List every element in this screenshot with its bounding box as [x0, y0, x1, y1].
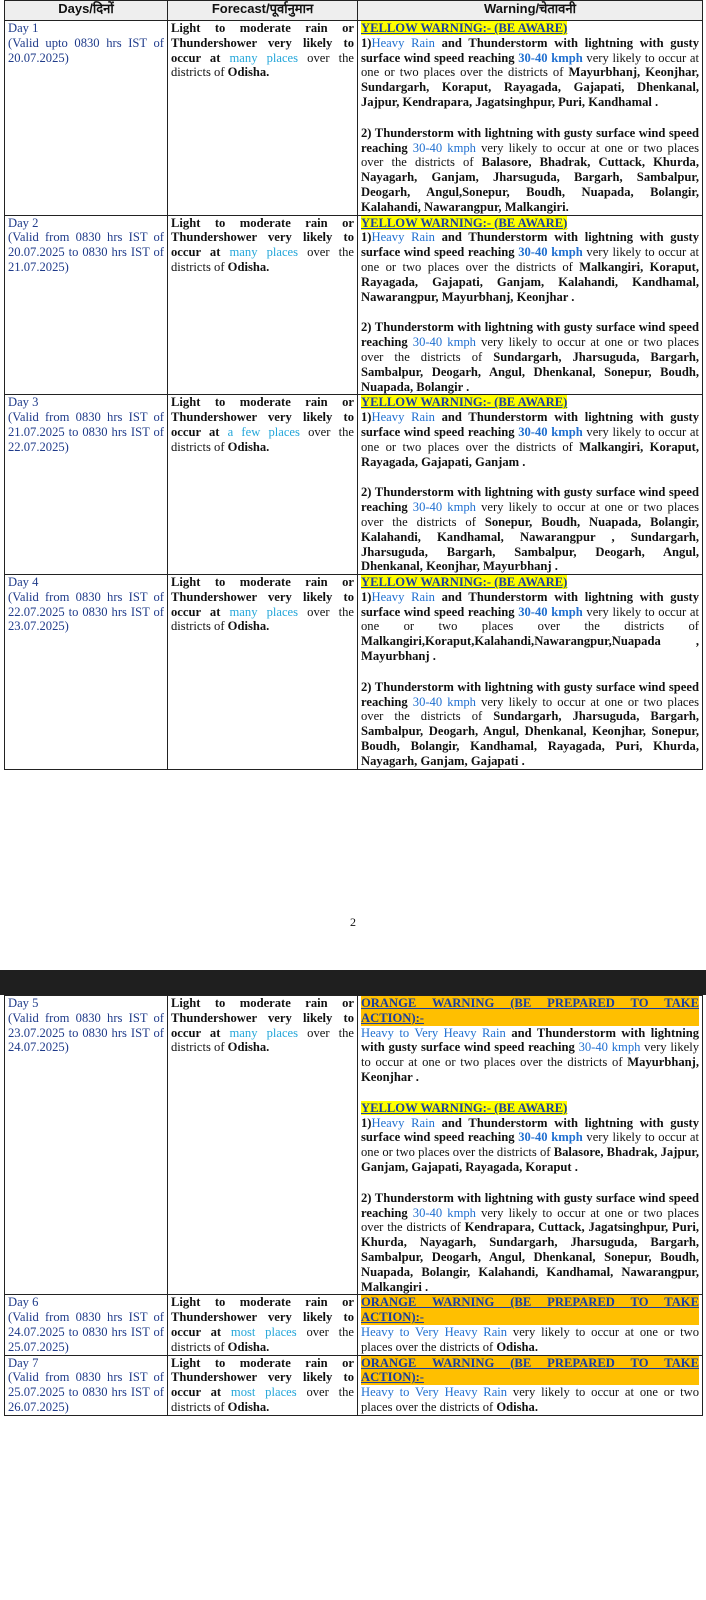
- day-label: Day 4: [8, 575, 39, 590]
- warning-text: and Thunderstorm with lightning with gusty surface wind speed reaching: [361, 35, 699, 65]
- page-number: 2: [350, 915, 356, 929]
- page-separator: [0, 970, 706, 995]
- warning-cell: [358, 1295, 703, 1355]
- day-cell: [5, 575, 168, 770]
- districts-list: Sundargarh, Jharsuguda, Bargarh, Sambalpur, Deogarh, Angul, Dhenkanal, Keonjhar, Sonepur, Boudh, Bolangir, Kandhamal, Rayagada, Puri, Khurda, Nayagarh, Ganjam, Gajapati .: [361, 709, 699, 768]
- forecast-state: Odisha.: [227, 619, 270, 634]
- day-label: Day 3: [8, 395, 39, 410]
- wind-speed: 30-40 kmph: [518, 50, 583, 65]
- heavy-rain-text: Heavy Rain: [371, 410, 435, 425]
- orange-warning-block: [361, 996, 699, 1085]
- day-label: Day 2: [8, 215, 39, 230]
- wind-speed: 30-40 kmph: [412, 694, 476, 709]
- day-cell: [5, 21, 168, 216]
- forecast-text-post: over the districts of: [171, 1025, 355, 1055]
- heavy-rain-text: Heavy Rain: [371, 589, 435, 604]
- header-days: Days/दिनों: [5, 1, 168, 21]
- forecast-text: Light to moderate rain or Thundershower very likely to occur at: [171, 21, 354, 65]
- validity-text: (Valid from 0830 hrs IST of 22.07.2025 to 0830 hrs IST of 23.07.2025): [8, 589, 164, 634]
- warning-text-post: very likely to occur at one or two places over the districts of: [361, 604, 700, 634]
- forecast-coverage: most places: [230, 1324, 297, 1339]
- wind-speed: 30-40 kmph: [412, 140, 476, 155]
- forecast-text-post: over the districts of: [171, 1324, 354, 1354]
- warning-text-post: very likely to occur at one or two places over the districts of: [361, 424, 700, 454]
- districts-list: Malkangiri, Koraput, Rayagada, Gajapati, Ganjam .: [361, 439, 700, 469]
- day-row: [5, 996, 703, 1295]
- validity-text: (Valid from 0830 hrs IST of 24.07.2025 to 0830 hrs IST of 25.07.2025): [8, 1310, 164, 1354]
- validity-text: (Valid upto 0830 hrs IST of 20.07.2025): [8, 35, 164, 65]
- heavy-rain-text: Heavy Rain: [371, 230, 435, 245]
- day-label: Day 7: [8, 1355, 39, 1370]
- orange-districts: Odisha.: [496, 1399, 538, 1414]
- districts-list: Malkangiri, Koraput, Rayagada, Gajapati, Ganjam, Kalahandi, Kandhamal, Nawarangpur, Mayurbhanj, Keonjhar .: [361, 259, 700, 304]
- warning-text: and Thunderstorm with lightning with gusty surface wind speed reaching: [361, 230, 699, 260]
- warning-text: 2) Thunderstorm with lightning with gusty surface wind speed reaching: [361, 1190, 699, 1220]
- forecast-text: Light to moderate rain or Thundershower very likely to occur at: [171, 575, 354, 619]
- forecast-table-page-2: [4, 995, 703, 1416]
- warning-text-post: very likely to occur at one or two places over the districts of: [361, 694, 700, 724]
- forecast-cell: [168, 215, 358, 395]
- table-header-row: [5, 1, 703, 21]
- validity-text: (Valid from 0830 hrs IST of 20.07.2025 to 0830 hrs IST of 21.07.2025): [8, 230, 164, 274]
- warning-text-post: very likely to occur at one or two places over the districts of: [361, 500, 700, 529]
- forecast-text-post: over the districts of: [171, 245, 355, 274]
- day-row: [5, 21, 703, 216]
- orange-rain-type: Heavy to Very Heavy Rain: [361, 1025, 506, 1040]
- warning-cell: [358, 215, 703, 395]
- item-number: 1): [361, 230, 372, 245]
- wind-speed: 30-40 kmph: [412, 1205, 476, 1220]
- forecast-cell: [168, 1355, 358, 1415]
- yellow-warning-label: YELLOW WARNING:- (BE AWARE): [361, 575, 568, 590]
- orange-rain-type: Heavy to Very Heavy Rain: [361, 1324, 508, 1339]
- yellow-warning-label: YELLOW WARNING:- (BE AWARE): [361, 1100, 568, 1115]
- districts-list: Balasore, Bhadrak, Jajpur, Ganjam, Gajapati, Rayagada, Koraput .: [361, 1145, 699, 1174]
- warning-text: and Thunderstorm with lightning with gusty surface wind speed reaching: [361, 410, 699, 439]
- orange-districts: Odisha.: [496, 1339, 538, 1354]
- forecast-text: Light to moderate rain or Thundershower very likely to occur at: [171, 1295, 354, 1339]
- yellow-warning-label: YELLOW WARNING:- (BE AWARE): [361, 395, 568, 410]
- day-label: Day 6: [8, 1295, 39, 1310]
- yellow-warning-block-2: [361, 1191, 699, 1295]
- warning-cell: [358, 996, 703, 1295]
- orange-text-post: very likely to occur at one or two places over the districts of: [361, 1385, 699, 1414]
- warning-text: and Thunderstorm with lightning with gusty surface wind speed reaching: [361, 1115, 699, 1145]
- yellow-warning-block-1: [361, 1101, 699, 1175]
- districts-list: Malkangiri,Koraput,Kalahandi,Nawarangpur,Nuapada , Mayurbhanj .: [361, 634, 699, 664]
- warning-text-post: very likely to occur at one or two places over the districts of: [361, 50, 700, 80]
- warning-text: 2) Thunderstorm with lightning with gusty surface wind speed reaching: [361, 485, 699, 515]
- forecast-state: Odisha.: [227, 1339, 270, 1354]
- heavy-rain-text: Heavy Rain: [371, 35, 435, 50]
- day-row: [5, 1355, 703, 1415]
- forecast-state: Odisha.: [227, 439, 270, 454]
- forecast-cell: [168, 575, 358, 770]
- document-page-2: [0, 995, 706, 1600]
- yellow-warning-label: YELLOW WARNING:- (BE AWARE): [361, 215, 568, 230]
- yellow-warning-block-1: [361, 21, 699, 110]
- districts-list: Balasore, Bhadrak, Cuttack, Khurda, Nayagarh, Ganjam, Jharsuguda, Bargarh, Sambalpur, Deogarh, Angul,Sonepur, Boudh, Nuapada, Bolangir, Kalahandi, Nawarangpur, Malkangiri.: [361, 155, 699, 214]
- warning-text: 2) Thunderstorm with lightning with gusty surface wind speed reaching: [361, 320, 699, 350]
- heavy-rain-text: Heavy Rain: [371, 1115, 435, 1130]
- yellow-warning-label: YELLOW WARNING:- (BE AWARE): [361, 21, 568, 35]
- forecast-state: Odisha.: [227, 1040, 270, 1055]
- forecast-cell: [168, 996, 358, 1295]
- forecast-text-post: over the districts of: [171, 604, 355, 634]
- item-number: 1): [361, 410, 372, 425]
- districts-list: Sundargarh, Jharsuguda, Bargarh, Sambalpur, Deogarh, Angul, Dhenkanal, Sonepur, Boudh, Nuapada, Bolangir .: [361, 349, 699, 394]
- orange-warning-label: ORANGE WARNING (BE PREPARED TO TAKE ACTION):-: [361, 1355, 699, 1385]
- wind-speed: 30-40 kmph: [518, 424, 583, 439]
- forecast-coverage: many places: [229, 1025, 299, 1040]
- warning-text-post: very likely to occur at one or two places over the districts of: [361, 245, 700, 274]
- validity-text: (Valid from 0830 hrs IST of 21.07.2025 to 0830 hrs IST of 22.07.2025): [8, 410, 164, 454]
- yellow-warning-block-1: [361, 395, 699, 469]
- header-warning: Warning/चेतावनी: [358, 1, 703, 21]
- warning-text: 2) Thunderstorm with lightning with gusty surface wind speed reaching: [361, 125, 699, 155]
- forecast-coverage: many places: [229, 50, 299, 65]
- forecast-cell: [168, 21, 358, 216]
- day-cell: [5, 1295, 168, 1355]
- warning-text: 2) Thunderstorm with lightning with gusty surface wind speed reaching: [361, 679, 699, 709]
- wind-speed: 30-40 kmph: [412, 335, 476, 350]
- forecast-text: Light to moderate rain or Thundershower very likely to occur at: [171, 996, 354, 1040]
- warning-cell: [358, 395, 703, 575]
- wind-speed: 30-40 kmph: [518, 245, 583, 260]
- orange-text: and Thunderstorm with lightning with gusty surface wind speed reaching: [361, 1025, 700, 1055]
- day-row: [5, 575, 703, 770]
- warning-text-post: very likely to occur at one or two places over the districts of: [361, 1205, 700, 1235]
- yellow-warning-block-2: [361, 126, 699, 215]
- forecast-text: Light to moderate rain or Thundershower very likely to occur at: [171, 1355, 354, 1400]
- forecast-text-post: over the districts of: [171, 424, 355, 454]
- day-row: [5, 395, 703, 575]
- districts-list: Kendrapara, Cuttack, Jagatsinghpur, Puri, Khurda, Nayagarh, Sundargarh, Jharsuguda, Bargarh, Sambalpur, Deogarh, Angul, Dhenkanal, Sonepur, Boudh, Nuapada, Bolangir, Kalahandi, Kandhamal, Nawarangpur, Malkangiri .: [361, 1220, 699, 1294]
- orange-text-post: very likely to occur at one or two places over the districts of: [361, 1040, 700, 1070]
- day-label: Day 1: [8, 21, 39, 35]
- day-row: [5, 215, 703, 395]
- orange-text-post: very likely to occur at one or two places over the districts of: [361, 1324, 699, 1354]
- forecast-coverage: most places: [230, 1385, 297, 1400]
- orange-warning-label: ORANGE WARNING (BE PREPARED TO TAKE ACTION):-: [361, 996, 699, 1025]
- item-number: 1): [361, 589, 372, 604]
- day-row: [5, 1295, 703, 1355]
- forecast-table-page-1: [4, 0, 703, 770]
- forecast-state: Odisha.: [227, 1399, 270, 1414]
- forecast-text: Light to moderate rain or Thundershower very likely to occur at: [171, 215, 354, 260]
- forecast-text-post: over the districts of: [171, 50, 355, 80]
- forecast-state: Odisha.: [227, 65, 270, 80]
- forecast-cell: [168, 395, 358, 575]
- header-forecast: Forecast/पूर्वानुमान: [168, 1, 358, 21]
- item-number: 1): [361, 35, 372, 50]
- warning-cell: [358, 21, 703, 216]
- validity-text: (Valid from 0830 hrs IST of 23.07.2025 to 0830 hrs IST of 24.07.2025): [8, 1010, 164, 1055]
- warning-cell: [358, 1355, 703, 1415]
- forecast-state: Odisha.: [227, 259, 270, 274]
- districts-list: Sonepur, Boudh, Nuapada, Bolangir, Kalahandi, Kandhamal, Nawarangpur , Sundargarh, Jharsuguda, Bargarh, Sambalpur, Deogarh, Angul, Dhenkanal, Keonjhar, Mayurbhanj .: [361, 514, 699, 574]
- yellow-warning-block-2: [361, 680, 699, 769]
- warning-text-post: very likely to occur at one or two places over the districts of: [361, 1130, 700, 1160]
- day-cell: [5, 996, 168, 1295]
- forecast-coverage: a few places: [227, 424, 300, 439]
- warning-cell: [358, 575, 703, 770]
- warning-text-post: very likely to occur at one or two places over the districts of: [361, 140, 700, 170]
- forecast-text: Light to moderate rain or Thundershower very likely to occur at: [171, 395, 354, 439]
- validity-text: (Valid from 0830 hrs IST of 25.07.2025 to 0830 hrs IST of 26.07.2025): [8, 1370, 164, 1414]
- wind-speed: 30-40 kmph: [518, 604, 583, 619]
- item-number: 1): [361, 1115, 372, 1130]
- warning-text-post: very likely to occur at one or two places over the districts of: [361, 335, 700, 364]
- orange-warning-block: [361, 1295, 699, 1354]
- orange-wind-speed: 30-40 kmph: [578, 1040, 641, 1055]
- orange-rain-type: Heavy to Very Heavy Rain: [361, 1385, 508, 1400]
- warning-text: and Thunderstorm with lightning with gusty surface wind speed reaching: [361, 589, 699, 619]
- districts-list: Mayurbhanj, Keonjhar, Sundargarh, Koraput, Rayagada, Gajapati, Dhenkanal, Jajpur, Kendrapara, Jagatsinghpur, Puri, Kandhamal .: [361, 65, 699, 109]
- forecast-cell: [168, 1295, 358, 1355]
- yellow-warning-block-2: [361, 320, 699, 394]
- day-label: Day 5: [8, 996, 39, 1010]
- day-cell: [5, 1355, 168, 1415]
- orange-warning-block: [361, 1356, 699, 1415]
- orange-warning-label: ORANGE WARNING (BE PREPARED TO TAKE ACTION):-: [361, 1295, 699, 1325]
- wind-speed: 30-40 kmph: [412, 500, 476, 515]
- day-cell: [5, 395, 168, 575]
- forecast-text-post: over the districts of: [171, 1385, 354, 1414]
- yellow-warning-block-1: [361, 575, 699, 664]
- orange-districts: Mayurbhanj, Keonjhar .: [361, 1055, 699, 1084]
- yellow-warning-block-1: [361, 216, 699, 305]
- forecast-coverage: many places: [229, 245, 299, 260]
- wind-speed: 30-40 kmph: [518, 1130, 583, 1145]
- forecast-coverage: many places: [229, 604, 299, 619]
- yellow-warning-block-2: [361, 485, 699, 574]
- day-cell: [5, 215, 168, 395]
